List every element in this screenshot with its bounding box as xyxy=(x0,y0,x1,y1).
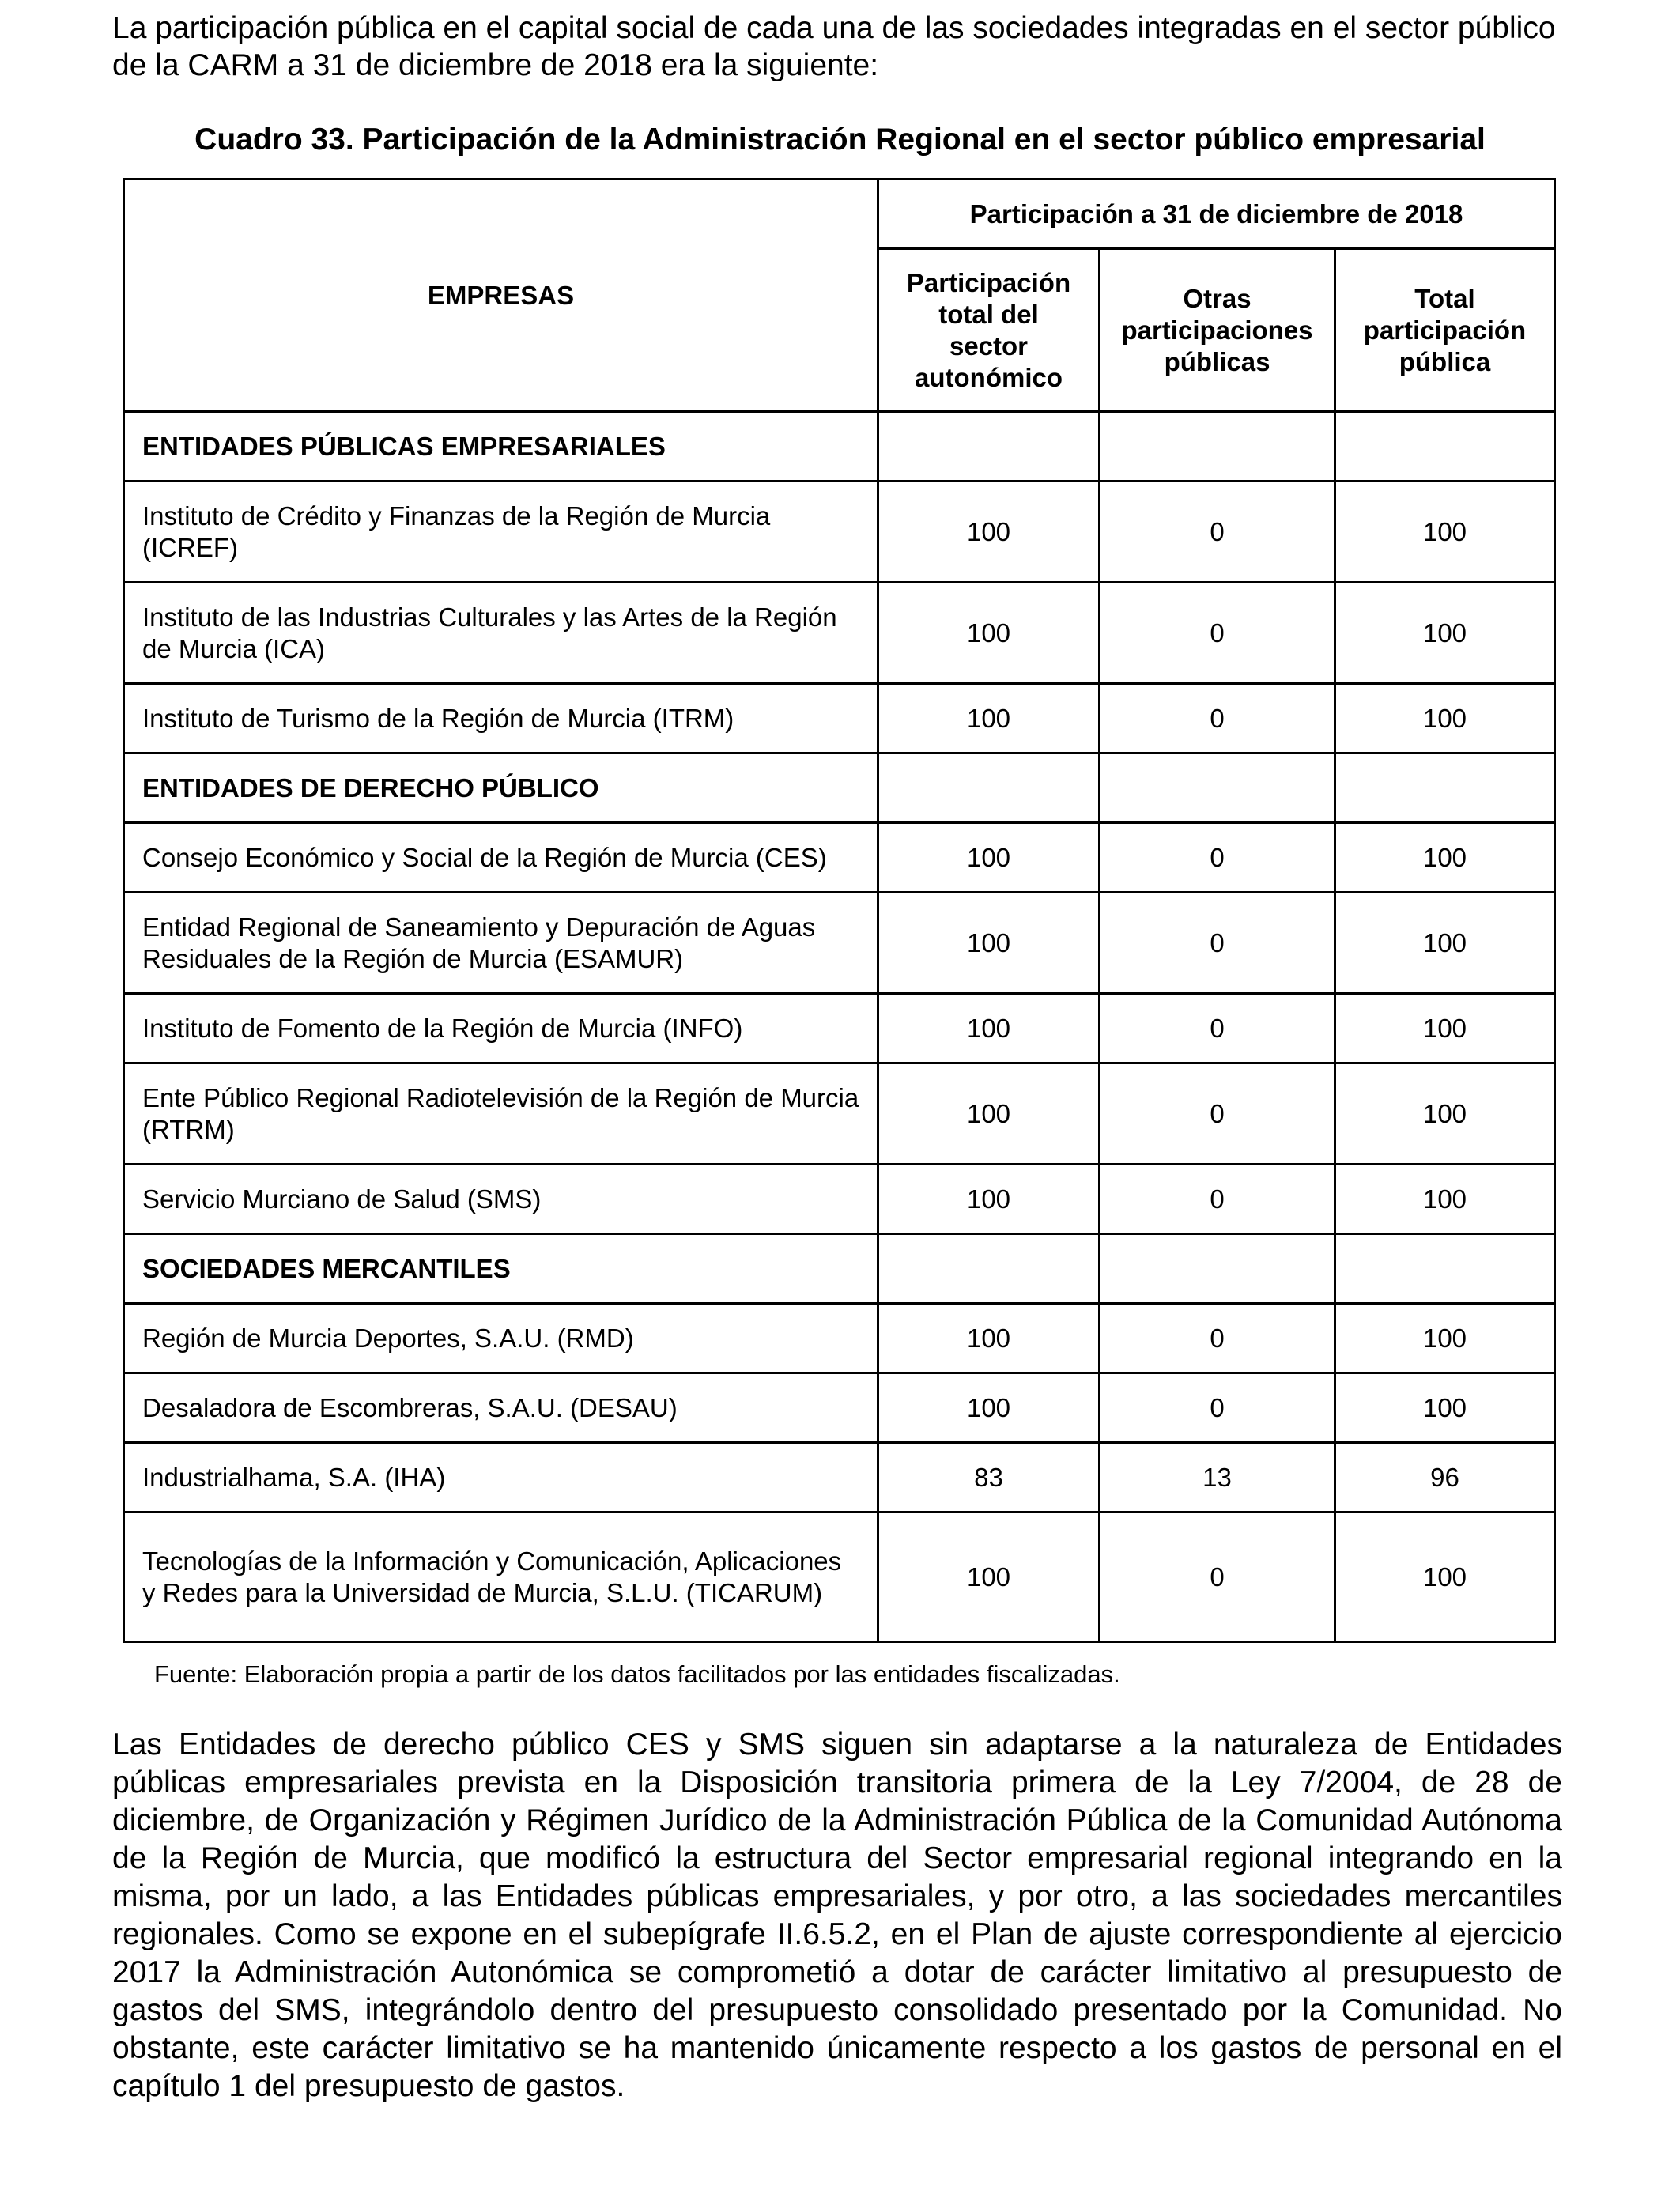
value-otras-participaciones: 0 xyxy=(1100,1373,1335,1443)
header-sector-autonomico: Participación total del sector autonómico xyxy=(878,249,1100,412)
entity-name: Entidad Regional de Saneamiento y Depuración de Aguas Residuales de la Región de Murcia (ESAMUR) xyxy=(124,893,878,994)
entity-name: Instituto de las Industrias Culturales y las Artes de la Región de Murcia (ICA) xyxy=(124,583,878,684)
value-otras-participaciones: 0 xyxy=(1100,1165,1335,1234)
value-otras-participaciones: 0 xyxy=(1100,583,1335,684)
value-sector-autonomico: 100 xyxy=(878,684,1100,753)
value-total-participacion: 100 xyxy=(1335,481,1555,583)
value-otras-participaciones: 0 xyxy=(1100,684,1335,753)
empty-cell xyxy=(1335,1234,1555,1304)
header-empresas: EMPRESAS xyxy=(124,179,878,412)
value-sector-autonomico: 100 xyxy=(878,823,1100,893)
header-date-group: Participación a 31 de diciembre de 2018 xyxy=(878,179,1555,249)
value-sector-autonomico: 100 xyxy=(878,1165,1100,1234)
value-otras-participaciones: 0 xyxy=(1100,1304,1335,1373)
value-total-participacion: 100 xyxy=(1335,1063,1555,1165)
table-row xyxy=(124,1373,1555,1443)
value-total-participacion: 96 xyxy=(1335,1443,1555,1512)
entity-name: Instituto de Turismo de la Región de Murcia (ITRM) xyxy=(124,684,878,753)
group-label: SOCIEDADES MERCANTILES xyxy=(124,1234,878,1304)
entity-name: Consejo Económico y Social de la Región de Murcia (CES) xyxy=(124,823,878,893)
entity-name: Desaladora de Escombreras, S.A.U. (DESAU) xyxy=(124,1373,878,1443)
value-total-participacion: 100 xyxy=(1335,1512,1555,1642)
header-total-participacion: Total participación pública xyxy=(1335,249,1555,412)
table-row xyxy=(124,1443,1555,1512)
value-sector-autonomico: 100 xyxy=(878,583,1100,684)
table-row xyxy=(124,481,1555,583)
table-row xyxy=(124,1512,1555,1642)
table-body xyxy=(124,412,1555,1642)
value-total-participacion: 100 xyxy=(1335,684,1555,753)
table-row xyxy=(124,1304,1555,1373)
source-note: Fuente: Elaboración propia a partir de los datos facilitados por las entidades fiscalizadas. xyxy=(154,1660,1120,1688)
empty-cell xyxy=(878,1234,1100,1304)
group-label: ENTIDADES PÚBLICAS EMPRESARIALES xyxy=(124,412,878,481)
empty-cell xyxy=(878,753,1100,823)
closing-paragraph: Las Entidades de derecho público CES y SMS siguen sin adaptarse a la naturaleza de Entidades públicas empresariales prevista en la Disposición transitoria primera de la Ley 7/2004, de 28 de diciembre, de Organización y Régimen Jurídico de la Administración Pública de la Comunidad Autónoma de la Región de Murcia, que modificó la estructura del Sector empresarial regional integrando en la misma, por un lado, a las Entidades públicas empresariales, y por otro, a las sociedades mercantiles regionales. Como se expone en el subepígrafe II.6.5.2, en el Plan de ajuste correspondiente al ejercicio 2017 la Administración Autonómica se comprometió a dotar de carácter limitativo al presupuesto de gastos del SMS, integrándolo dentro del presupuesto consolidado presentado por la Comunidad. No obstante, este carácter limitativo se ha mantenido únicamente respecto a los gastos de personal en el capítulo 1 del presupuesto de gastos. xyxy=(112,1728,1562,2103)
value-total-participacion: 100 xyxy=(1335,1373,1555,1443)
table-group-row xyxy=(124,1234,1555,1304)
entity-name: Instituto de Fomento de la Región de Murcia (INFO) xyxy=(124,994,878,1063)
value-sector-autonomico: 100 xyxy=(878,1373,1100,1443)
value-total-participacion: 100 xyxy=(1335,823,1555,893)
group-label: ENTIDADES DE DERECHO PÚBLICO xyxy=(124,753,878,823)
empty-cell xyxy=(1335,753,1555,823)
entity-name: Tecnologías de la Información y Comunicación, Aplicaciones y Redes para la Universidad de Murcia, S.L.U. (TICARUM) xyxy=(124,1512,878,1642)
value-otras-participaciones: 0 xyxy=(1100,994,1335,1063)
value-sector-autonomico: 100 xyxy=(878,1304,1100,1373)
entity-name: Instituto de Crédito y Finanzas de la Región de Murcia (ICREF) xyxy=(124,481,878,583)
value-otras-participaciones: 13 xyxy=(1100,1443,1335,1512)
value-sector-autonomico: 100 xyxy=(878,893,1100,994)
table-row xyxy=(124,684,1555,753)
value-sector-autonomico: 100 xyxy=(878,1063,1100,1165)
table-row xyxy=(124,583,1555,684)
table-caption: Cuadro 33. Participación de la Administración Regional en el sector público empresarial xyxy=(194,123,1486,157)
empty-cell xyxy=(1100,412,1335,481)
entity-name: Servicio Murciano de Salud (SMS) xyxy=(124,1165,878,1234)
value-otras-participaciones: 0 xyxy=(1100,481,1335,583)
value-otras-participaciones: 0 xyxy=(1100,1512,1335,1642)
value-total-participacion: 100 xyxy=(1335,994,1555,1063)
table-group-row xyxy=(124,753,1555,823)
value-total-participacion: 100 xyxy=(1335,583,1555,684)
participation-table xyxy=(123,178,1556,1643)
empty-cell xyxy=(1100,1234,1335,1304)
value-otras-participaciones: 0 xyxy=(1100,823,1335,893)
value-total-participacion: 100 xyxy=(1335,1165,1555,1234)
entity-name: Industrialhama, S.A. (IHA) xyxy=(124,1443,878,1512)
entity-name: Ente Público Regional Radiotelevisión de la Región de Murcia (RTRM) xyxy=(124,1063,878,1165)
table-row xyxy=(124,1063,1555,1165)
value-total-participacion: 100 xyxy=(1335,1304,1555,1373)
table-row xyxy=(124,994,1555,1063)
value-sector-autonomico: 100 xyxy=(878,1512,1100,1642)
header-otras-participaciones: Otras participaciones públicas xyxy=(1100,249,1335,412)
table-group-row xyxy=(124,412,1555,481)
entity-name: Región de Murcia Deportes, S.A.U. (RMD) xyxy=(124,1304,878,1373)
empty-cell xyxy=(1100,753,1335,823)
value-otras-participaciones: 0 xyxy=(1100,1063,1335,1165)
value-otras-participaciones: 0 xyxy=(1100,893,1335,994)
empty-cell xyxy=(878,412,1100,481)
table-row xyxy=(124,1165,1555,1234)
value-sector-autonomico: 83 xyxy=(878,1443,1100,1512)
value-sector-autonomico: 100 xyxy=(878,481,1100,583)
value-sector-autonomico: 100 xyxy=(878,994,1100,1063)
table-row xyxy=(124,823,1555,893)
table-row xyxy=(124,893,1555,994)
intro-paragraph: La participación pública en el capital social de cada una de las sociedades integradas en el sector público de la CARM a 31 de diciembre de 2018 era la siguiente: xyxy=(112,11,1556,82)
value-total-participacion: 100 xyxy=(1335,893,1555,994)
empty-cell xyxy=(1335,412,1555,481)
